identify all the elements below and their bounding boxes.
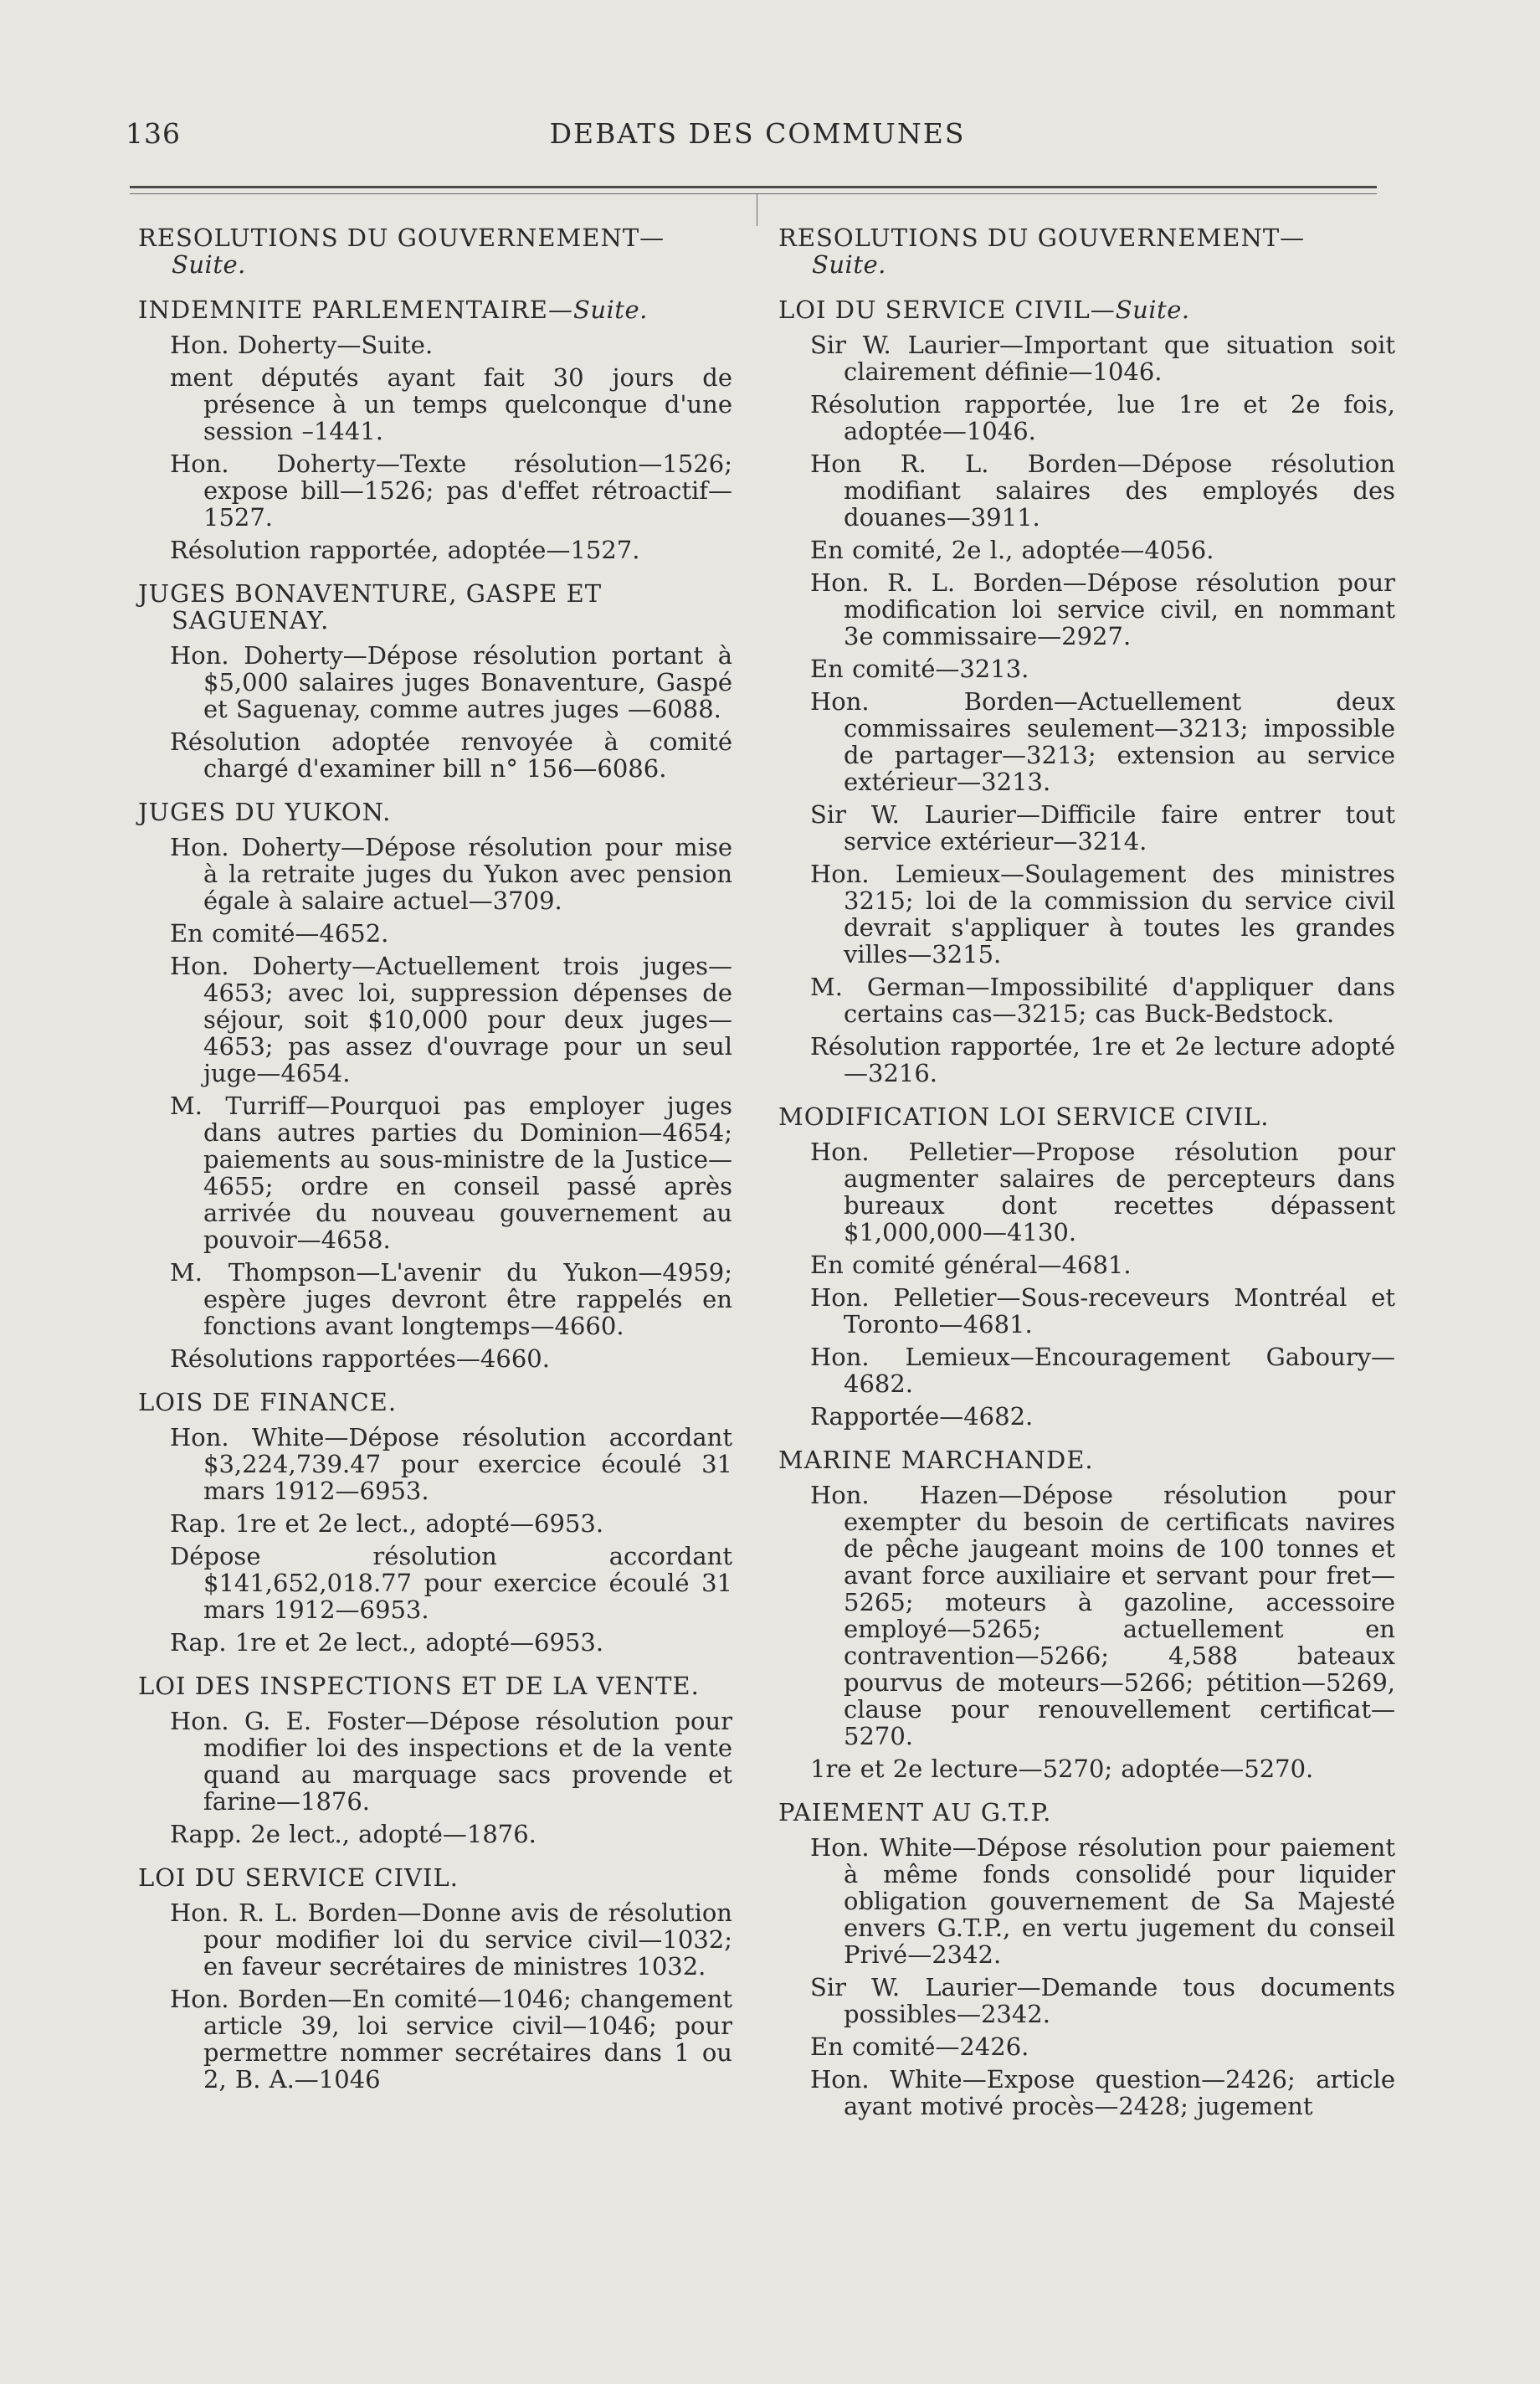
index-entry: 1re et 2e lecture—5270; adoptée—5270. [810, 1755, 1314, 1783]
index-entry: Hon. Hazen—Dépose résolution pour exempter du besoin de certificats navires de pêche jaugeant moins de 100 tonnes et avant force auxiliaire et servant pour fret—5265; moteurs à gazoline, accessoire employé—5265; actuellement en contravention—5266; 4,588 bateaux pourvus de moteurs—5266; pétition—5269, clause pour renouvellement certificat—5270. [810, 1481, 1395, 1750]
column-heading [778, 224, 1395, 278]
section-title-suite: Suite. [1115, 295, 1190, 324]
index-entry: M. German—Impossibilité d'appliquer dans certains cas—3215; cas Buck-Bedstock. [810, 973, 1395, 1028]
section-title [138, 1389, 732, 1416]
index-entry: Sir W. Laurier—Demande tous documents possibles—2342. [810, 1973, 1395, 2028]
right-column [778, 224, 1395, 2125]
section-title [138, 1672, 732, 1699]
header-rule-thin [130, 193, 1377, 194]
section-title [778, 1799, 1395, 1826]
index-entry: Hon. Pelletier—Sous-receveurs Montréal et Toronto—4681. [810, 1283, 1395, 1338]
section-title [138, 1864, 732, 1891]
index-entry: Hon. Lemieux—Soulagement des ministres 3215; loi de la commission du service civil devrait s'appliquer à toutes les grandes villes—3215. [810, 860, 1395, 968]
index-entry: Rapp. 2e lect., adopté—1876. [170, 1820, 536, 1848]
index-entry: En comité, 2e l., adoptée—4056. [810, 536, 1214, 564]
index-entry: En comité—4652. [170, 919, 389, 948]
index-entry: Hon. White—Dépose résolution accordant $3,224,739.47 pour exercice écoulé 31 mars 1912—6953. [170, 1423, 732, 1505]
section-title-text: LOI DU SERVICE CIVIL— [778, 295, 1116, 324]
index-entry: Hon. R. L. Borden—Dépose résolution pour modification loi service civil, en nommant 3e commissaire—2927. [810, 568, 1395, 650]
index-entry: Hon. Doherty—Dépose résolution pour mise à la retraite juges du Yukon avec pension égale à salaire actuel—3709. [170, 833, 732, 915]
index-entry: Hon. White—Expose question—2426; article ayant motivé procès—2428; jugement [810, 2065, 1395, 2120]
index-entry: En comité général—4681. [810, 1251, 1132, 1279]
section-title [778, 1446, 1395, 1473]
section-title-suite: Suite. [572, 295, 648, 324]
index-entry: Résolution adoptée renvoyée à comité chargé d'examiner bill n° 156—6086. [170, 727, 732, 783]
left-column [138, 224, 732, 2099]
index-entry: Dépose résolution accordant $141,652,018.77 pour exercice écoulé 31 mars 1912—6953. [170, 1542, 732, 1624]
index-entry: Hon R. L. Borden—Dépose résolution modifiant salaires des employés des douanes—3911. [810, 450, 1395, 532]
section-title-text: LOIS DE FINANCE. [138, 1388, 398, 1416]
header-rule-thick [130, 186, 1377, 188]
section-title-text: JUGES BONAVENTURE, GASPE ET SAGUENAY. [138, 579, 603, 635]
index-entry: Hon. G. E. Foster—Dépose résolution pour modifier loi des inspections et de la vente quand au marquage sacs provende et farine—1876. [170, 1707, 732, 1816]
index-entry: En comité—2426. [810, 2032, 1029, 2061]
index-entry: Sir W. Laurier—Important que situation soit clairement définie—1046. [810, 331, 1395, 386]
index-entry: Résolution rapportée, adoptée—1527. [170, 536, 640, 564]
index-entry: Rap. 1re et 2e lect., adopté—6953. [170, 1628, 604, 1657]
column-heading [138, 224, 732, 278]
index-entry: En comité—3213. [810, 655, 1029, 683]
index-entry: M. Turriff—Pourquoi pas employer juges dans autres parties du Dominion—4654; paiements au sous-ministre de la Justice—4655; ordre en conseil passé après arrivée du nouveau gouvernement au pouvoir—4658. [170, 1092, 732, 1254]
index-entry: Résolutions rapportées—4660. [170, 1344, 550, 1373]
index-entry: M. Thompson—L'avenir du Yukon—4959; espère juges devront être rappelés en fonctions avant longtemps—4660. [170, 1258, 732, 1340]
index-entry: Hon. R. L. Borden—Donne avis de résolution pour modifier loi du service civil—1032; en faveur secrétaires de ministres 1032. [170, 1898, 732, 1981]
column-heading-suite: Suite. [812, 250, 886, 279]
index-entry: Hon. Borden—Actuellement deux commissaires seulement—3213; impossible de partager—3213; extension au service extérieur—3213. [810, 687, 1395, 796]
index-entry: Hon. Doherty—Suite. [170, 331, 434, 359]
index-entry: Hon. White—Dépose résolution pour paiement à même fonds consolidé pour liquider obligation gouvernement de Sa Majesté envers G.T.P., en vertu jugement du conseil Privé—2342. [810, 1833, 1395, 1969]
index-entry: Hon. Lemieux—Encouragement Gaboury—4682. [810, 1343, 1395, 1398]
page-number: 136 [126, 117, 181, 150]
index-entry: Résolution rapportée, 1re et 2e lecture adopté—3216. [810, 1032, 1395, 1087]
section-title [138, 799, 732, 825]
column-heading-text: RESOLUTIONS DU GOUVERNEMENT— [138, 224, 665, 252]
section-title [138, 580, 732, 634]
section-title-text: MODIFICATION LOI SERVICE CIVIL. [778, 1102, 1270, 1131]
page-header [126, 117, 1389, 159]
section-title-text: LOI DES INSPECTIONS ET DE LA VENTE. [138, 1672, 700, 1700]
section-title-text: PAIEMENT AU G.T.P. [778, 1798, 1052, 1827]
section-title-text: LOI DU SERVICE CIVIL. [138, 1863, 459, 1892]
column-heading-suite: Suite. [172, 250, 246, 279]
section-title-text: MARINE MARCHANDE. [778, 1446, 1094, 1474]
index-entry: Hon. Borden—En comité—1046; changement article 39, loi service civil—1046; pour permettre nommer secrétaires dans 1 ou 2, B. A.—1046 [170, 1985, 732, 2094]
running-title: DEBATS DES COMMUNES [549, 117, 966, 150]
index-entry: Rap. 1re et 2e lect., adopté—6953. [170, 1509, 604, 1538]
section-title [778, 296, 1395, 323]
section-title-text: INDEMNITE PARLEMENTAIRE— [138, 295, 573, 324]
index-entry: Hon. Doherty—Actuellement trois juges—4653; avec loi, suppression dépenses de séjour, soit $10,000 pour deux juges—4653; pas assez d'ouvrage pour un seul juge—4654. [170, 952, 732, 1087]
section-title [778, 1103, 1395, 1130]
index-entry: Sir W. Laurier—Difficile faire entrer tout service extérieur—3214. [810, 800, 1395, 855]
index-entry: Rapportée—4682. [810, 1402, 1034, 1431]
index-entry: Hon. Doherty—Dépose résolution portant à $5,000 salaires juges Bonaventure, Gaspé et Saguenay, comme autres juges —6088. [170, 641, 732, 723]
index-entry: Résolution rapportée, lue 1re et 2e fois, adoptée—1046. [810, 390, 1395, 445]
index-entry: Hon. Pelletier—Propose résolution pour augmenter salaires de percepteurs dans bureaux dont recettes dépassent $1,000,000—4130. [810, 1138, 1395, 1246]
section-title-text: JUGES DU YUKON. [138, 798, 392, 826]
index-entry: Hon. Doherty—Texte résolution—1526; expose bill—1526; pas d'effet rétroactif—1527. [170, 450, 732, 532]
section-title [138, 296, 732, 323]
column-heading-text: RESOLUTIONS DU GOUVERNEMENT— [778, 224, 1306, 252]
index-entry: ment députés ayant fait 30 jours de présence à un temps quelconque d'une session –1441. [170, 363, 732, 445]
